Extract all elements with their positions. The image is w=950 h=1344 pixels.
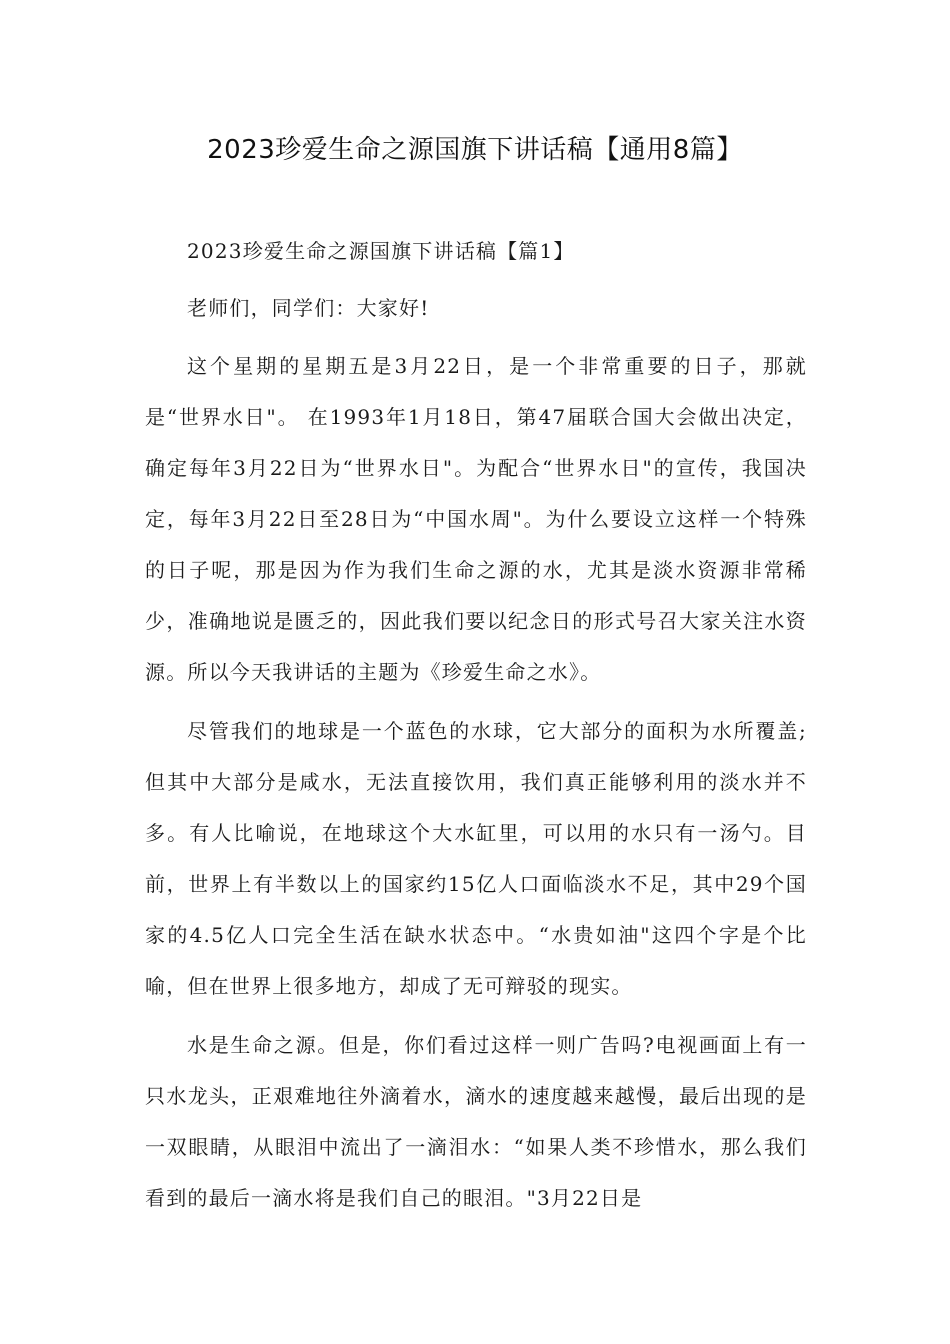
- paragraph-2: 尽管我们的地球是一个蓝色的水球，它大部分的面积为水所覆盖;但其中大部分是咸水，无法直接饮用，我们真正能够利用的淡水并不多。有人比喻说，在地球这个大水缸里，可以用的水只有一汤勺。目前，世界上有半数以上的国家约15亿人口面临淡水不足，其中29个国家的4.5亿人口完全生活在缺水状态中。“水贵如油"这四个字是个比喻，但在世界上很多地方，却成了无可辩驳的现实。: [145, 719, 807, 998]
- document-title: 2023珍爱生命之源国旗下讲话稿【通用8篇】: [207, 135, 743, 165]
- section-heading: 2023珍爱生命之源国旗下讲话稿【篇1】: [187, 239, 575, 263]
- greeting-line: 老师们，同学们：大家好!: [187, 296, 430, 320]
- paragraph-3: 水是生命之源。但是，你们看过这样一则广告吗?电视画面上有一只水龙头，正艰难地往外滴着水，滴水的速度越来越慢，最后出现的是一双眼睛，从眼泪中流出了一滴泪水：“如果人类不珍惜水，那么我们看到的最后一滴水将是我们自己的眼泪。"3月22日是: [145, 1033, 807, 1210]
- paragraph-1: 这个星期的星期五是3月22日，是一个非常重要的日子，那就是“世界水日"。 在1993年1月18日，第47届联合国大会做出决定，确定每年3月22日为“世界水日"。为配合“世界水日"的宣传，我国决定，每年3月22日至28日为“中国水周"。为什么要设立这样一个特殊的日子呢，那是因为作为我们生命之源的水，尤其是淡水资源非常稀少，准确地说是匮乏的，因此我们要以纪念日的形式号召大家关注水资源。所以今天我讲话的主题为《珍爱生命之水》。: [145, 354, 807, 684]
- document-body: [145, 230, 807, 1224]
